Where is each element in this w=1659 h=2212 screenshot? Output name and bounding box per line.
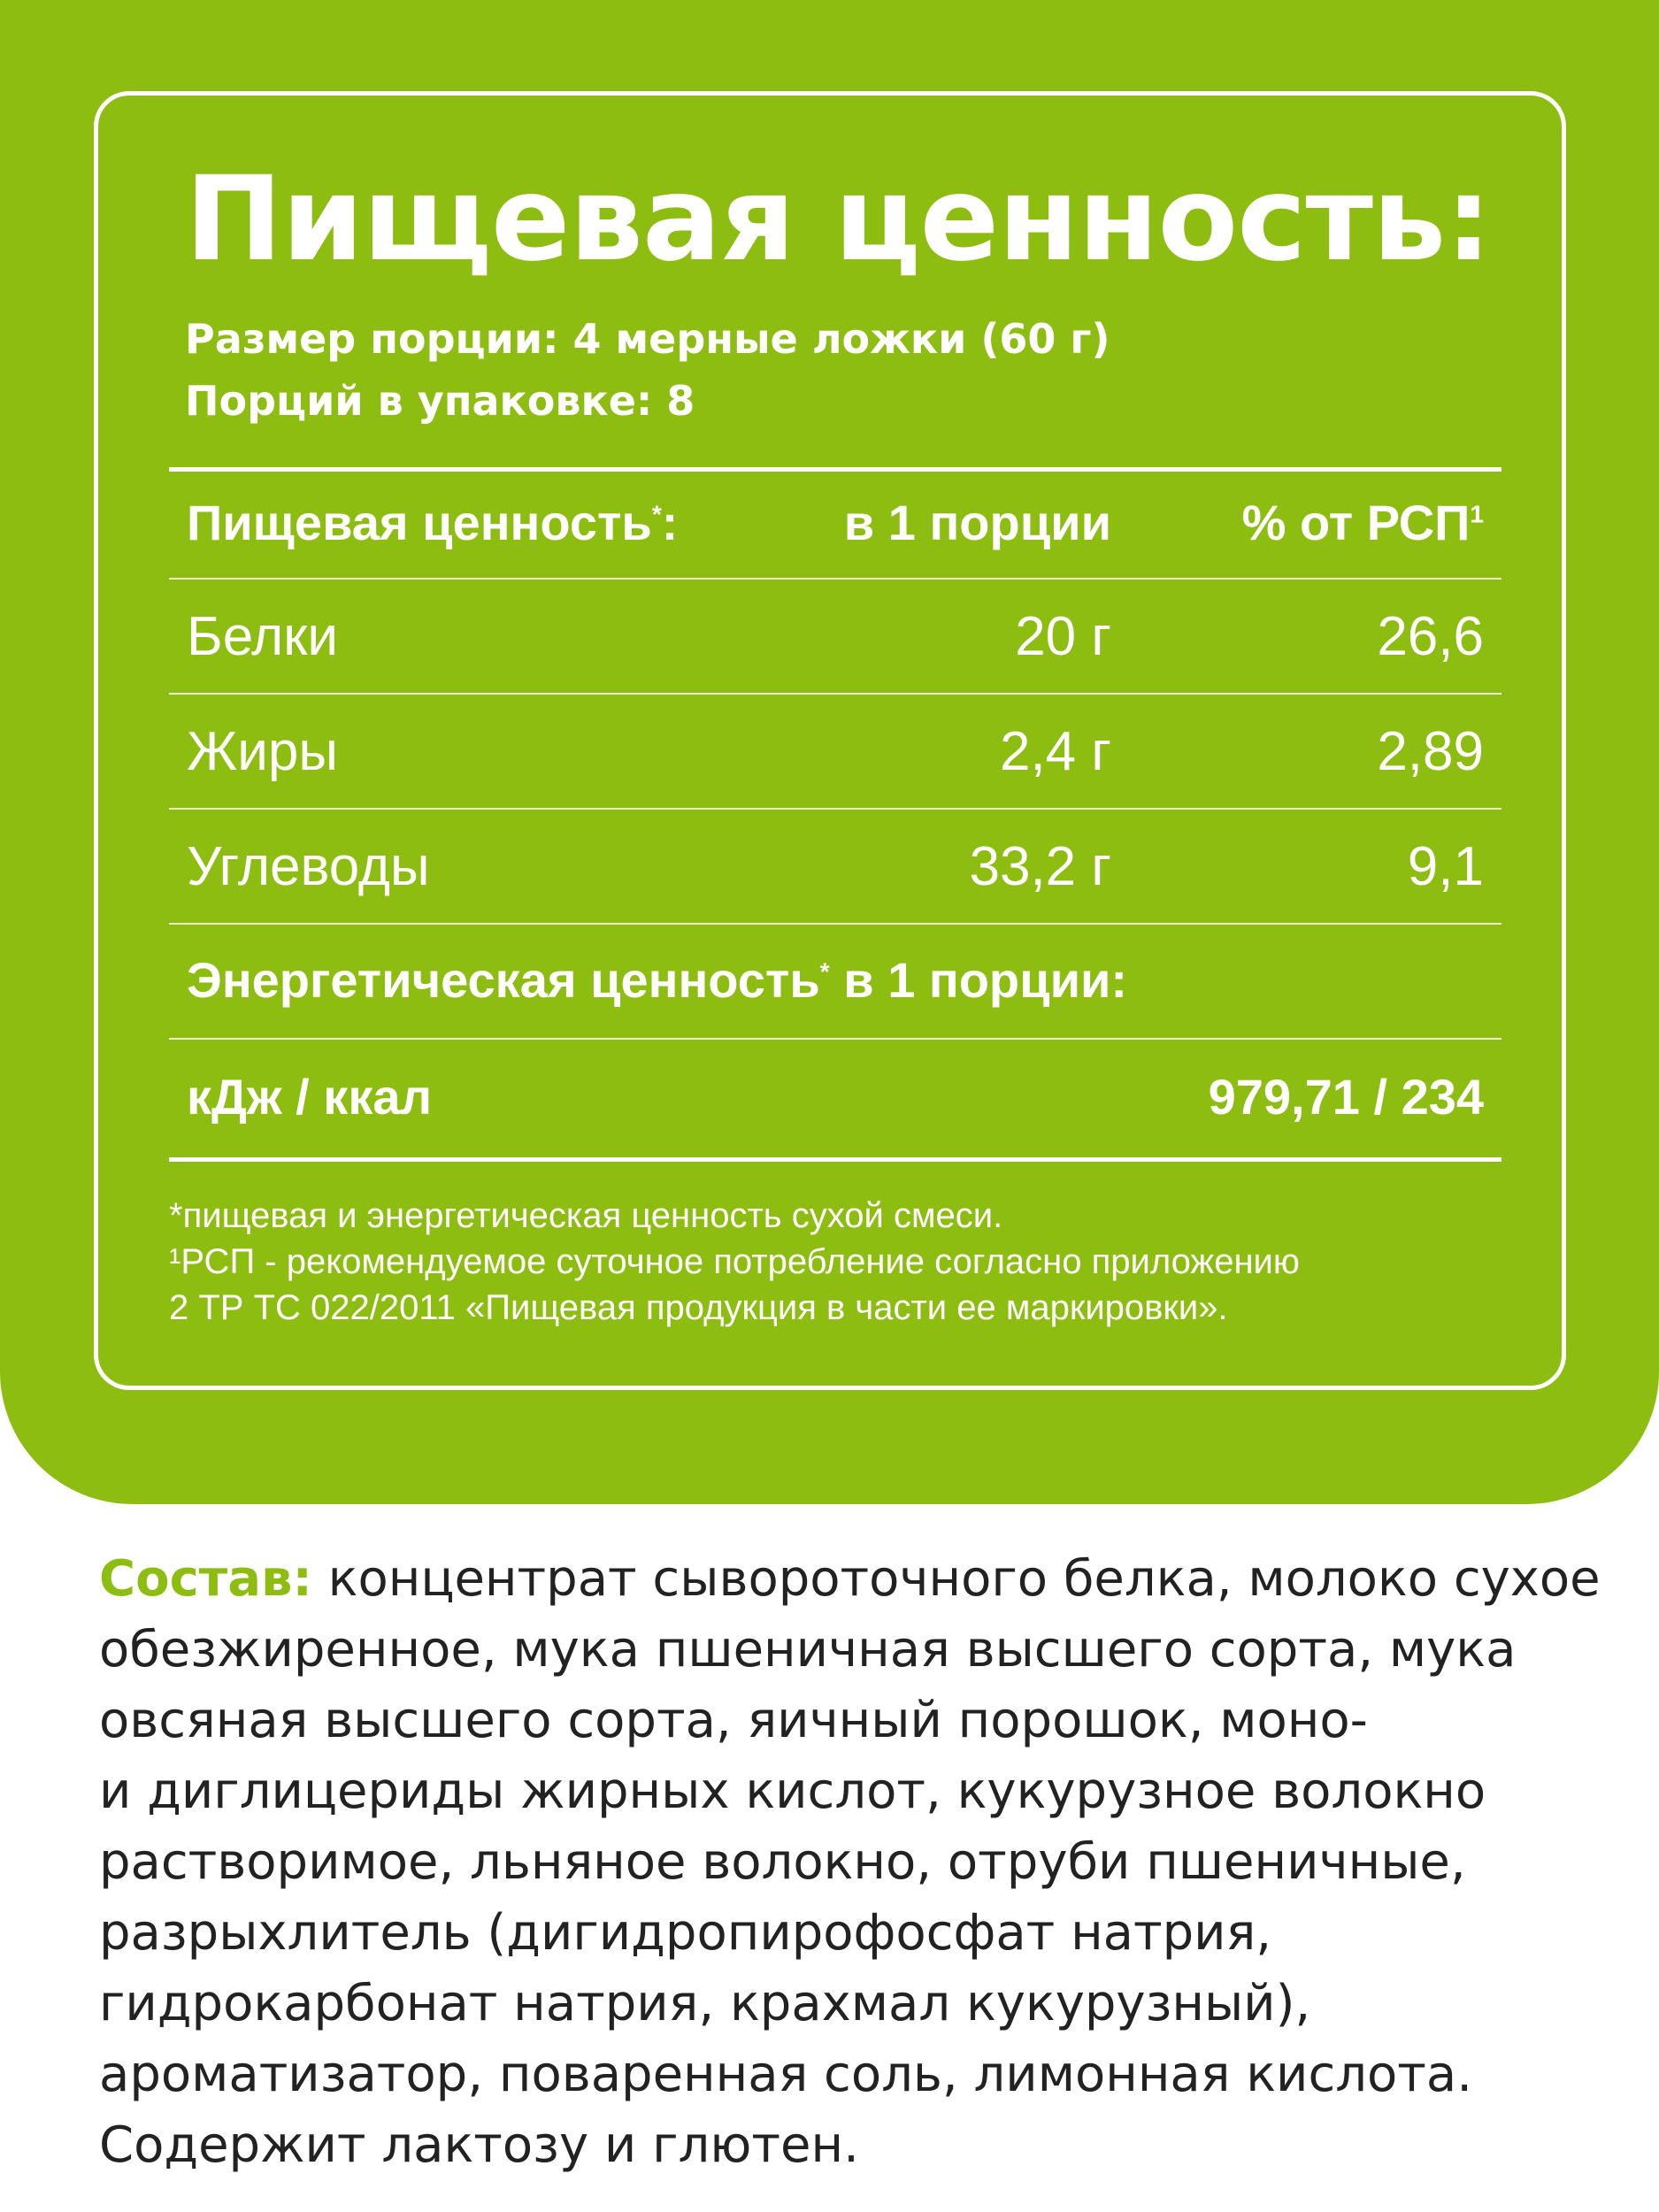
nutrient-percent: 2,89 xyxy=(1377,721,1484,782)
footnote-line: ¹РСП - рекомендуемое суточное потребление согласно приложению xyxy=(169,1242,1300,1281)
table-bottom-divider xyxy=(169,1157,1502,1162)
energy-heading: Энергетическая ценность* в 1 порции: xyxy=(187,952,1128,1008)
composition-section xyxy=(99,1544,1603,2181)
footnote-line: *пищевая и энергетическая ценность сухой смеси. xyxy=(169,1196,1003,1235)
energy-heading-row xyxy=(169,945,1502,1016)
energy-value-row xyxy=(169,1062,1502,1133)
composition-line: ароматизатор, поваренная соль, лимонная кислота. xyxy=(99,2046,1473,2103)
nutrient-percent: 26,6 xyxy=(1377,606,1484,667)
nutrient-amount: 33,2 г xyxy=(969,836,1111,897)
composition-text: концентрат сывороточного белка, молоко сухое xyxy=(311,1550,1601,1608)
table-header-row xyxy=(169,492,1502,554)
energy-value: 979,71 / 234 xyxy=(1208,1069,1484,1125)
serving-size: Размер порции: 4 мерные ложки (60 г) xyxy=(185,315,1110,363)
table-top-divider xyxy=(169,467,1502,472)
nutrient-amount: 2,4 г xyxy=(999,721,1111,782)
energy-heading-asterisk: * xyxy=(819,957,830,986)
composition-line: обезжиренное, мука пшеничная высшего сорта, мука xyxy=(99,1621,1517,1678)
nutrient-name: Белки xyxy=(187,606,339,667)
composition-line: гидрокарбонат натрия, крахмал кукурузный), xyxy=(99,1975,1311,2032)
composition-line xyxy=(99,1544,1603,1615)
composition-line: Содержит лактозу и глютен. xyxy=(99,2116,859,2174)
row-divider xyxy=(169,808,1502,810)
header-percent-rsp: % от РСП$^1$ xyxy=(1241,495,1484,550)
table-row xyxy=(169,717,1502,787)
header-nutrient-asterisk: * xyxy=(651,500,662,528)
serving-info xyxy=(185,308,1110,432)
composition-label: Состав: xyxy=(99,1550,312,1608)
nutrition-title: Пищевая ценность: xyxy=(185,151,1492,288)
header-rsp-footnote-mark: 1 xyxy=(1470,500,1484,528)
servings-per-pack: Порций в упаковке: 8 xyxy=(185,377,695,425)
row-divider xyxy=(169,1038,1502,1040)
nutrition-card xyxy=(94,91,1566,1390)
composition-line: овсяная высшего сорта, яичный порошок, моно- xyxy=(99,1692,1368,1749)
row-divider xyxy=(169,693,1502,695)
nutrient-amount: 20 г xyxy=(1015,606,1111,667)
table-row xyxy=(169,602,1502,672)
nutrient-percent: 9,1 xyxy=(1407,836,1484,897)
row-divider xyxy=(169,923,1502,925)
energy-unit: кДж / ккал xyxy=(187,1069,433,1125)
row-divider xyxy=(169,578,1502,580)
table-row xyxy=(169,832,1502,902)
composition-line: растворимое, льняное волокно, отруби пшеничные, xyxy=(99,1833,1466,1891)
footnote-line: 2 ТР ТС 022/2011 «Пищевая продукция в части ее маркировки». xyxy=(169,1288,1228,1327)
header-nutrient: Пищевая ценность*: xyxy=(187,495,679,550)
nutrient-name: Углеводы xyxy=(187,836,430,897)
footnotes xyxy=(169,1193,1300,1331)
nutrient-name: Жиры xyxy=(187,721,338,782)
composition-line: и диглицериды жирных кислот, кукурузное волокно xyxy=(99,1763,1486,1820)
header-per-serving: в 1 порции xyxy=(843,495,1111,550)
composition-line: разрыхлитель (дигидропирофосфат натрия, xyxy=(99,1904,1272,1962)
